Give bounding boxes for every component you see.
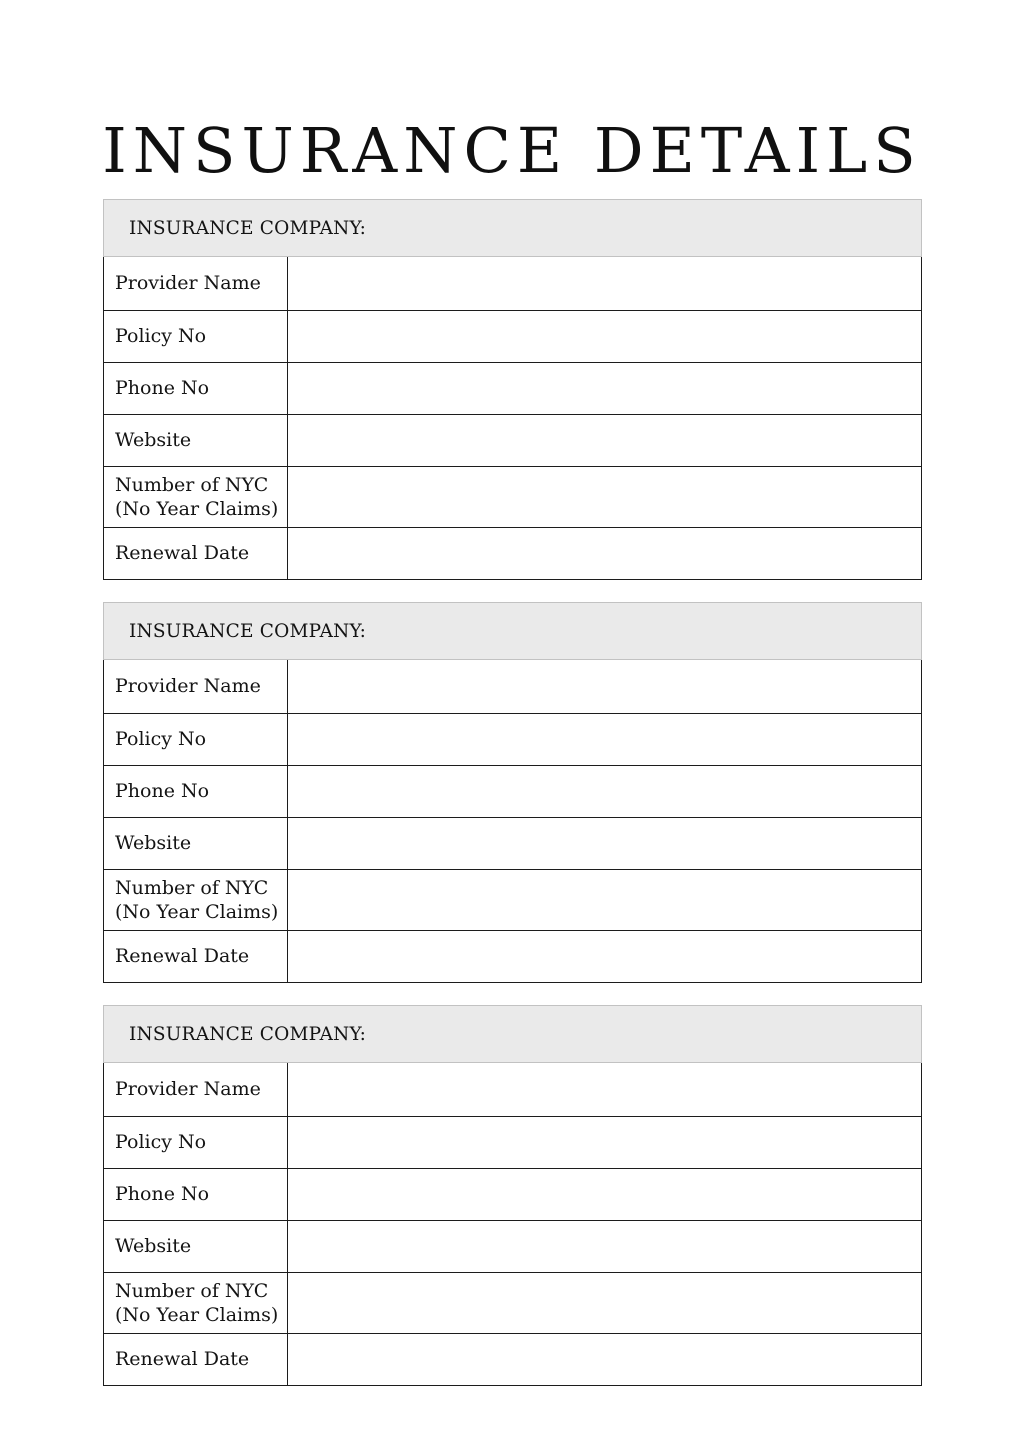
table-row (104, 870, 922, 931)
row-label-number-of-nyc-line1: Number of NYC (115, 1279, 269, 1302)
row-value-phone-no[interactable] (288, 1169, 922, 1221)
row-label-number-of-nyc (104, 467, 288, 528)
insurance-company-header-label: INSURANCE COMPANY: (104, 1006, 922, 1063)
table-row (104, 363, 922, 415)
row-label-number-of-nyc-line1: Number of NYC (115, 876, 269, 899)
table-header-row (104, 200, 922, 257)
row-label-website: Website (104, 415, 288, 467)
table-row (104, 766, 922, 818)
table-row (104, 1063, 922, 1117)
row-label-number-of-nyc-line1: Number of NYC (115, 473, 269, 496)
table-row (104, 528, 922, 580)
row-value-phone-no[interactable] (288, 363, 922, 415)
table-row (104, 1117, 922, 1169)
row-label-provider-name: Provider Name (104, 257, 288, 311)
table-row (104, 660, 922, 714)
row-label-phone-no: Phone No (104, 766, 288, 818)
table-row (104, 311, 922, 363)
row-value-provider-name[interactable] (288, 1063, 922, 1117)
row-value-provider-name[interactable] (288, 257, 922, 311)
table-header-row (104, 1006, 922, 1063)
table-row (104, 257, 922, 311)
row-label-number-of-nyc-line2: (No Year Claims) (115, 1304, 279, 1326)
table-row (104, 1169, 922, 1221)
row-value-number-of-nyc[interactable] (288, 870, 922, 931)
table-row (104, 818, 922, 870)
insurance-company-header-label: INSURANCE COMPANY: (104, 603, 922, 660)
row-value-policy-no[interactable] (288, 311, 922, 363)
row-value-renewal-date[interactable] (288, 528, 922, 580)
row-value-number-of-nyc[interactable] (288, 1273, 922, 1334)
page-title: INSURANCE DETAILS (102, 113, 922, 187)
row-label-phone-no: Phone No (104, 1169, 288, 1221)
row-label-website: Website (104, 1221, 288, 1273)
row-value-provider-name[interactable] (288, 660, 922, 714)
row-label-phone-no: Phone No (104, 363, 288, 415)
row-value-renewal-date[interactable] (288, 1334, 922, 1386)
table-row (104, 931, 922, 983)
row-label-policy-no: Policy No (104, 1117, 288, 1169)
table-row (104, 467, 922, 528)
insurance-company-header-label: INSURANCE COMPANY: (104, 200, 922, 257)
row-value-website[interactable] (288, 818, 922, 870)
row-value-website[interactable] (288, 1221, 922, 1273)
table-row (104, 1221, 922, 1273)
table-row (104, 714, 922, 766)
row-label-number-of-nyc (104, 1273, 288, 1334)
row-value-phone-no[interactable] (288, 766, 922, 818)
row-label-policy-no: Policy No (104, 311, 288, 363)
row-label-number-of-nyc-line2: (No Year Claims) (115, 498, 279, 520)
row-label-renewal-date: Renewal Date (104, 1334, 288, 1386)
insurance-company-table-1 (103, 199, 922, 580)
table-row (104, 1334, 922, 1386)
row-label-renewal-date: Renewal Date (104, 931, 288, 983)
table-row (104, 415, 922, 467)
row-label-provider-name: Provider Name (104, 660, 288, 714)
row-value-website[interactable] (288, 415, 922, 467)
row-value-policy-no[interactable] (288, 714, 922, 766)
insurance-company-table-3 (103, 1005, 922, 1386)
row-value-policy-no[interactable] (288, 1117, 922, 1169)
row-label-provider-name: Provider Name (104, 1063, 288, 1117)
table-row (104, 1273, 922, 1334)
row-label-policy-no: Policy No (104, 714, 288, 766)
table-header-row (104, 603, 922, 660)
row-value-number-of-nyc[interactable] (288, 467, 922, 528)
row-label-number-of-nyc (104, 870, 288, 931)
insurance-company-table-2 (103, 602, 922, 983)
row-label-renewal-date: Renewal Date (104, 528, 288, 580)
insurance-sections-container (103, 199, 921, 1386)
row-label-website: Website (104, 818, 288, 870)
row-value-renewal-date[interactable] (288, 931, 922, 983)
row-label-number-of-nyc-line2: (No Year Claims) (115, 901, 279, 923)
